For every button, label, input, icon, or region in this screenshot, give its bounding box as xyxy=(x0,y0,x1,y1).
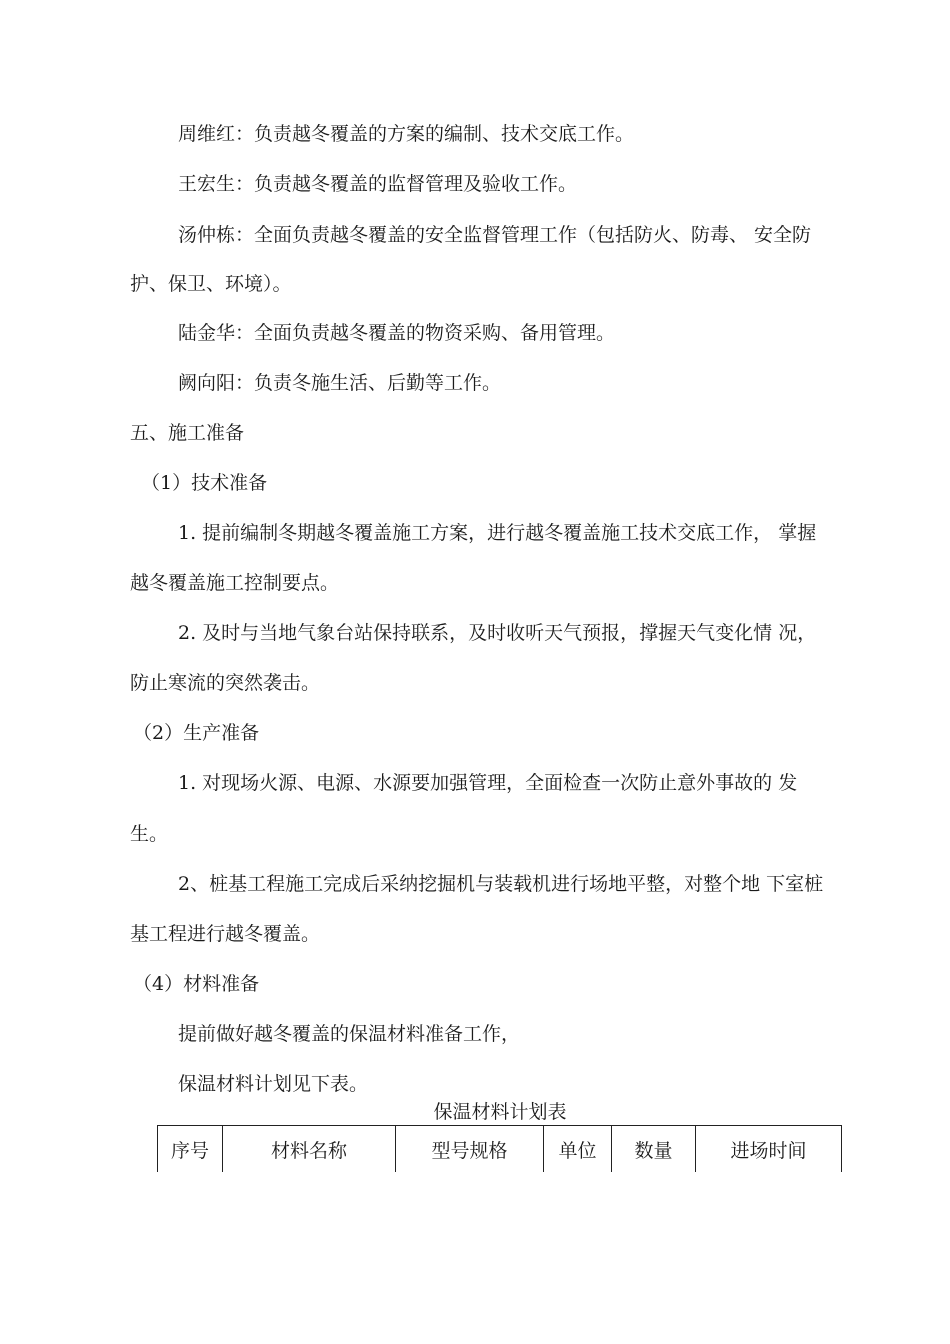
table-header-row xyxy=(158,1126,842,1173)
paragraph-prod-item-1-cont: 生。 xyxy=(130,823,169,845)
paragraph-prod-item-2-cont: 基工程进行越冬覆盖。 xyxy=(130,923,321,945)
paragraph-lu-jinhua: 陆金华：全面负责越冬覆盖的物资采购、备用管理。 xyxy=(178,322,616,344)
material-plan-table xyxy=(157,1125,842,1172)
header-model-spec: 型号规格 xyxy=(396,1126,544,1173)
header-serial-number: 序号 xyxy=(158,1126,223,1173)
header-material-name: 材料名称 xyxy=(223,1126,396,1173)
header-quantity: 数量 xyxy=(612,1126,696,1173)
paragraph-que-xiangyang: 阙向阳：负责冬施生活、后勤等工作。 xyxy=(178,372,502,394)
paragraph-wang-hongsheng: 王宏生：负责越冬覆盖的监督管理及验收工作。 xyxy=(178,173,578,195)
section-heading-construction-prep: 五、施工准备 xyxy=(130,422,245,444)
subheading-production-prep: （2）生产准备 xyxy=(133,722,260,744)
paragraph-prod-item-1: 1. 对现场火源、电源、水源要加强管理，全面检查一次防止意外事故的 发 xyxy=(178,772,798,794)
paragraph-tech-item-1-cont: 越冬覆盖施工控制要点。 xyxy=(130,572,340,594)
header-arrival-time: 进场时间 xyxy=(696,1126,842,1173)
paragraph-material-item-2: 保温材料计划见下表。 xyxy=(178,1073,369,1095)
header-unit: 单位 xyxy=(544,1126,612,1173)
paragraph-tech-item-1: 1. 提前编制冬期越冬覆盖施工方案，进行越冬覆盖施工技术交底工作， 掌握 xyxy=(178,522,817,544)
subheading-material-prep: （4）材料准备 xyxy=(133,973,260,995)
subheading-technical-prep: （1）技术准备 xyxy=(141,472,268,494)
paragraph-tech-item-2: 2. 及时与当地气象台站保持联系，及时收听天气预报，撑握天气变化情 况， xyxy=(178,622,817,644)
paragraph-tech-item-2-cont: 防止寒流的突然袭击。 xyxy=(130,672,321,694)
paragraph-material-item-1: 提前做好越冬覆盖的保温材料准备工作， xyxy=(178,1023,521,1045)
table-title: 保温材料计划表 xyxy=(433,1101,567,1123)
paragraph-tang-zhongdong-cont: 护、保卫、环境）。 xyxy=(130,273,292,295)
paragraph-prod-item-2: 2、桩基工程施工完成后采纳挖掘机与装载机进行场地平整，对整个地 下室桩 xyxy=(178,873,824,895)
paragraph-tang-zhongdong: 汤仲栋：全面负责越冬覆盖的安全监督管理工作（包括防火、防毒、 安全防 xyxy=(178,224,812,246)
paragraph-zhou-weihong: 周维红：负责越冬覆盖的方案的编制、技术交底工作。 xyxy=(178,123,635,145)
